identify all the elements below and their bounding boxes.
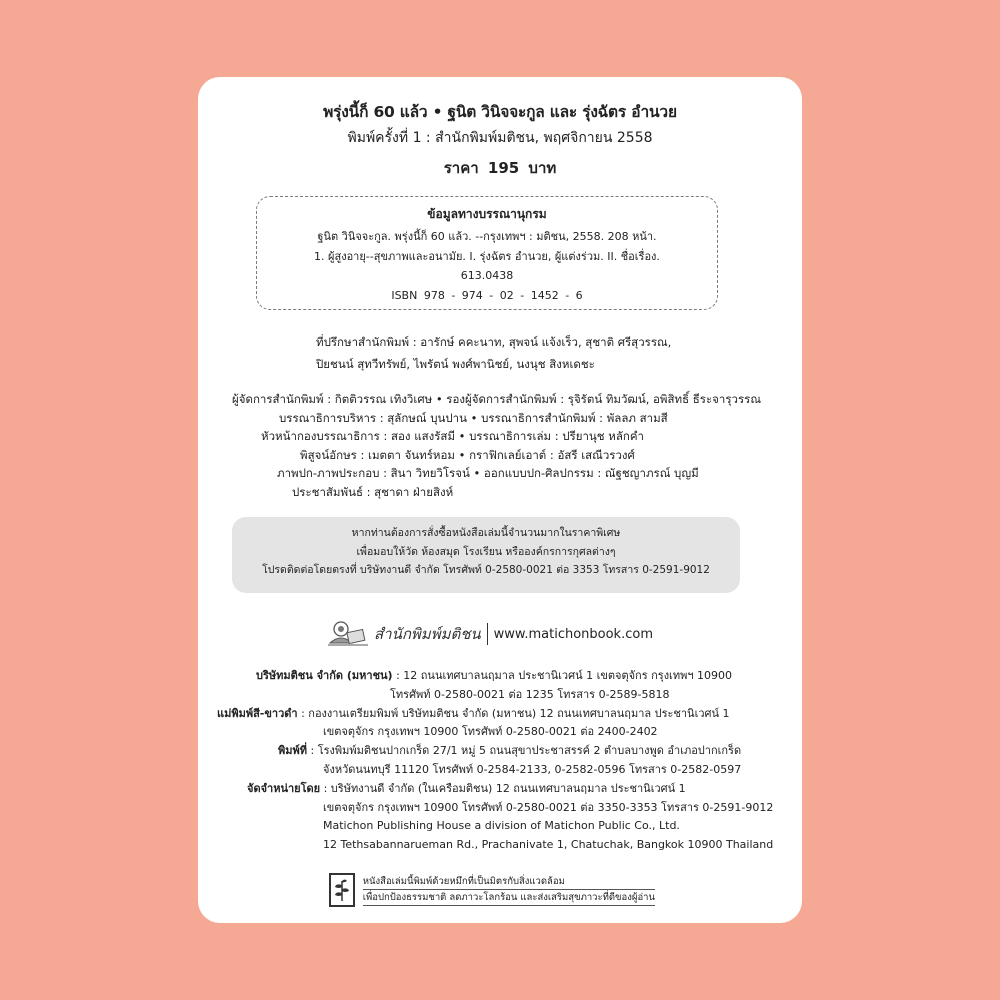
english-address-line: 12 Tethsabannarueman Rd., Prachanivate 1, Chatuchak, Bangkok 10900 Thailand	[323, 838, 774, 852]
eco-note-line: หนังสือเล่มนี้พิมพ์ด้วยหมึกที่เป็นมิตรกับสิ่งแวดล้อม	[363, 874, 655, 890]
website-link[interactable]: www.matichonbook.com	[493, 626, 653, 642]
eco-note-text	[363, 874, 655, 906]
company-text: : 12 ถนนเทศบาลนฤมาล ประชานิเวศน์ 1 เขตจตุจักร กรุงเทพฯ 10900	[392, 669, 732, 682]
cataloging-box	[256, 196, 718, 310]
plate-text: : กองงานเตรียมพิมพ์ บริษัทมติชน จำกัด (มหาชน) 12 ถนนเทศบาลนฤมาล ประชานิเวศน์ 1	[297, 706, 730, 720]
printer-address	[198, 742, 802, 761]
edition-line: พิมพ์ครั้งที่ 1 : สำนักพิมพ์มติชน, พฤศจิกายน 2558	[347, 130, 653, 146]
bulk-order-line: หากท่านต้องการสั่งซื้อหนังสือเล่มนี้จำนวนมากในราคาพิเศษ	[351, 527, 621, 539]
printer-phone: จังหวัดนนทบุรี 11120 โทรศัพท์ 0-2584-2133, 0-2582-0596 โทรสาร 0-2582-0597	[323, 762, 742, 776]
cataloging-heading: ข้อมูลทางบรรณานุกรม	[427, 207, 547, 221]
logo-divider	[487, 623, 488, 645]
staff-line: บรรณาธิการบริหาร : สุลักษณ์ บุนปาน • บรรณาธิการสำนักพิมพ์ : พัลลภ สามสี	[279, 410, 668, 425]
distributor-label: จัดจำหน่ายโดย	[247, 781, 321, 795]
english-publisher-line: Matichon Publishing House a division of Matichon Public Co., Ltd.	[323, 819, 680, 833]
distributor-text: : บริษัทงานดี จำกัด (ในเครือมติชน) 12 ถนนเทศบาลนฤมาล ประชานิเวศน์ 1	[320, 781, 686, 795]
leaf-book-icon	[329, 873, 355, 907]
plate-phone: เขตจตุจักร กรุงเทพฯ 10900 โทรศัพท์ 0-2580-0021 ต่อ 2400-2402	[323, 725, 658, 739]
isbn-line: ISBN 978 - 974 - 02 - 1452 - 6	[391, 288, 583, 302]
advisors-line: ปิยชนน์ สุทวีทรัพย์, ไพรัตน์ พงศ์พานิชย์, นงนุช สิงหเดชะ	[316, 357, 595, 371]
eco-ink-note	[329, 873, 655, 907]
price-line: ราคา 195 บาท	[443, 159, 557, 177]
publisher-logo: สำนักพิมพ์มติชน	[374, 625, 481, 643]
staff-line: หัวหน้ากองบรรณาธิการ : สอง แสงรัสมี • บรรณาธิการเล่ม : ปรียานุช หลักคำ	[261, 429, 644, 443]
plate-label: แม่พิมพ์สี-ขาวดำ	[217, 706, 298, 720]
staff-line: พิสูจน์อักษร : เมตตา จันทร์หอม • กราฟิกเลย์เอาต์ : อัสรี เสณีวรวงศ์	[300, 447, 635, 462]
distributor-address	[198, 780, 802, 799]
cataloging-classification: 613.0438	[460, 269, 514, 282]
staff-credits	[198, 390, 802, 501]
company-label: บริษัทมติชน จำกัด (มหาชน)	[256, 669, 393, 682]
staff-line: ประชาสัมพันธ์ : สุชาดา ฝ่ายสิงห์	[292, 484, 454, 499]
cataloging-line: 1. ผู้สูงอายุ--สุขภาพและอนามัย. I. รุ่งฉัตร อำนวย, ผู้แต่งร่วม. II. ชื่อเรื่อง.	[314, 249, 660, 263]
cataloging-line: ฐนิต วินิจจะกูล. พรุ่งนี้ก็ 60 แล้ว. --กรุงเทพฯ : มติชน, 2558. 208 หน้า.	[317, 230, 657, 243]
printer-label: พิมพ์ที่	[278, 744, 308, 758]
company-address	[198, 667, 802, 686]
book-title-line: พรุ่งนี้ก็ 60 แล้ว • ฐนิต วินิจจะกูล และ รุ่งฉัตร อำนวย	[323, 103, 677, 121]
bulk-order-box	[232, 517, 740, 593]
staff-line: ภาพปก-ภาพประกอบ : สินา วิทยวิโรจน์ • ออกแบบปก-ศิลปกรรม : ณัฐชญาภรณ์ บุญมี	[277, 466, 699, 480]
plate-address	[198, 705, 802, 724]
bulk-order-line: โปรดติดต่อโดยตรงที่ บริษัทงานดี จำกัด โทรศัพท์ 0-2580-0021 ต่อ 3353 โทรสาร 0-2591-9012	[262, 564, 710, 576]
printer-text: : โรงพิมพ์มติชนปากเกร็ด 27/1 หมู่ 5 ถนนสุขาประชาสรรค์ 2 ตำบลบางพูด อำเภอปากเกร็ด	[307, 744, 742, 758]
eco-note-line: เพื่อปกป้องธรรมชาติ ลดภาวะโลกร้อน และส่งเสริมสุขภาวะที่ดีของผู้อ่าน	[363, 890, 655, 906]
staff-line: ผู้จัดการสำนักพิมพ์ : กิตติวรรณ เทิงวิเศษ • รองผู้จัดการสำนักพิมพ์ : รุจิรัตน์ ทิมวัฒน์, อพิสิทธิ์ ธีระจารุวรรณ	[232, 392, 762, 406]
advisors-line: ที่ปรึกษาสำนักพิมพ์ : อารักษ์ คคะนาท, สุพจน์ แจ้งเร็ว, สุชาติ ศรีสุวรรณ,	[316, 335, 672, 349]
bulk-order-line: เพื่อมอบให้วัด ห้องสมุด โรงเรียน หรือองค์กรการกุศลต่างๆ	[356, 545, 616, 558]
advisors-block	[316, 331, 671, 375]
company-phone: โทรศัพท์ 0-2580-0021 ต่อ 1235 โทรสาร 0-2589-5818	[390, 687, 670, 701]
imprint-card	[198, 77, 802, 923]
publisher-logo-row	[326, 617, 653, 651]
reader-mascot-icon	[326, 617, 370, 651]
address-block	[198, 667, 802, 855]
distributor-phone: เขตจตุจักร กรุงเทพฯ 10900 โทรศัพท์ 0-2580-0021 ต่อ 3350-3353 โทรสาร 0-2591-9012	[323, 800, 774, 814]
